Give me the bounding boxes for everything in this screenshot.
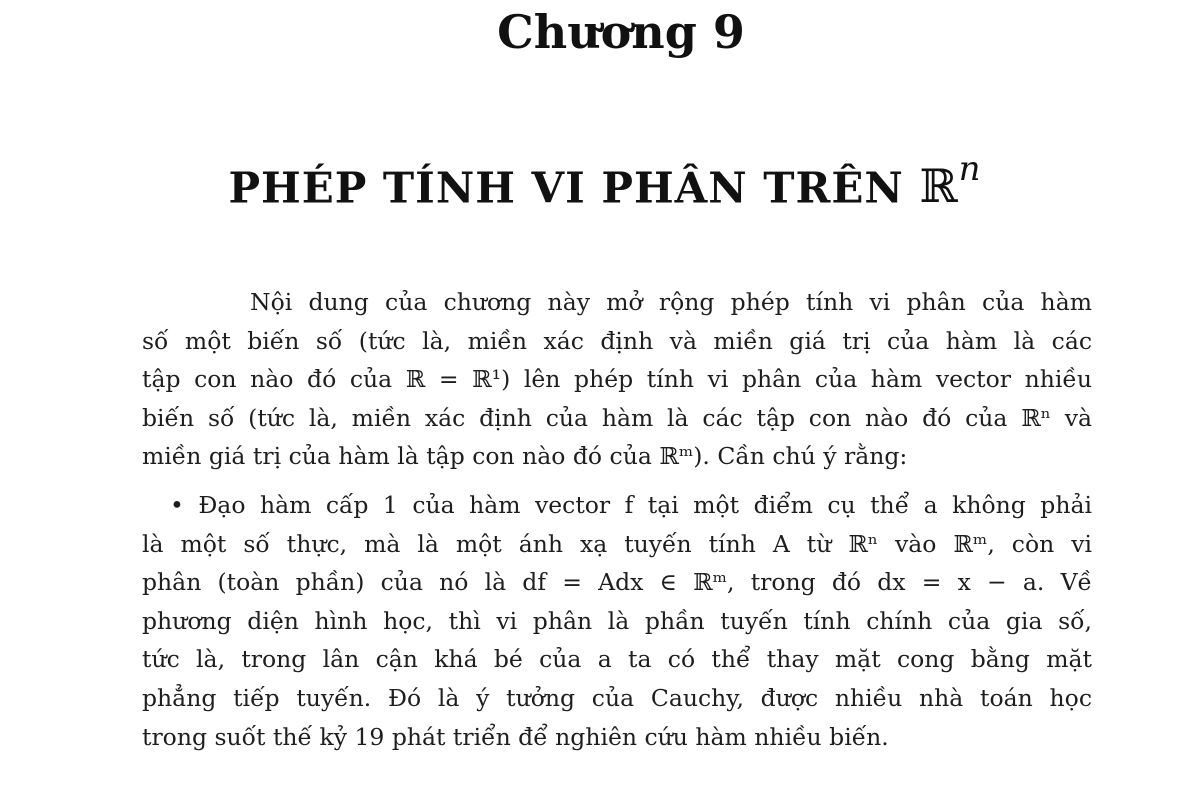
text-line: tức là, trong lân cận khá bé của a ta có thể thay mặt cong bằng mặt [142,645,1092,674]
bullet-icon: • [170,490,184,519]
text-line: biến số (tức là, miền xác định của hàm là các tập con nào đó của ℝⁿ và [142,403,1092,432]
text-line: phương diện hình học, thì vi phân là phần tuyến tính chính của gia số, [142,606,1092,635]
text-line: phân (toàn phần) của nó là df = Adx ∈ ℝᵐ, trong đó dx = x − a. Về [142,568,1092,597]
text-line: tập con nào đó của ℝ = ℝ¹) lên phép tính vi phân của hàm vector nhiều [142,365,1092,394]
text-line: trong suốt thế kỷ 19 phát triển để nghiên cứu hàm nhiều biến. [142,722,889,751]
text-line [142,486,1092,525]
real-numbers-glyph: ℝ [919,159,959,214]
text-line: là một số thực, mà là một ánh xạ tuyến tính A từ ℝⁿ vào ℝᵐ, còn vi [142,529,1092,558]
intro-paragraph [142,283,1092,476]
text-line: phẳng tiếp tuyến. Đó là ý tưởng của Cauchy, được nhiều nhà toán học [142,683,1092,712]
real-space-symbol [919,149,982,214]
body-text [142,283,1092,756]
chapter-title-text: PHÉP TÍNH VI PHÂN TRÊN [228,163,904,213]
bullet-paragraph [142,486,1092,756]
chapter-title [0,140,1192,223]
bullet-first-line: Đạo hàm cấp 1 của hàm vector f tại một điểm cụ thể a không phải [198,490,1092,519]
chapter-label: Chương 9 [497,5,745,59]
text-line: Nội dung của chương này mở rộng phép tính vi phân của hàm [250,288,1092,316]
text-line: miền giá trị của hàm là tập con nào đó của ℝᵐ). Cần chú ý rằng: [142,442,908,471]
dimension-superscript: n [958,149,982,189]
text-line: số một biến số (tức là, miền xác định và miền giá trị của hàm là các [142,326,1092,355]
